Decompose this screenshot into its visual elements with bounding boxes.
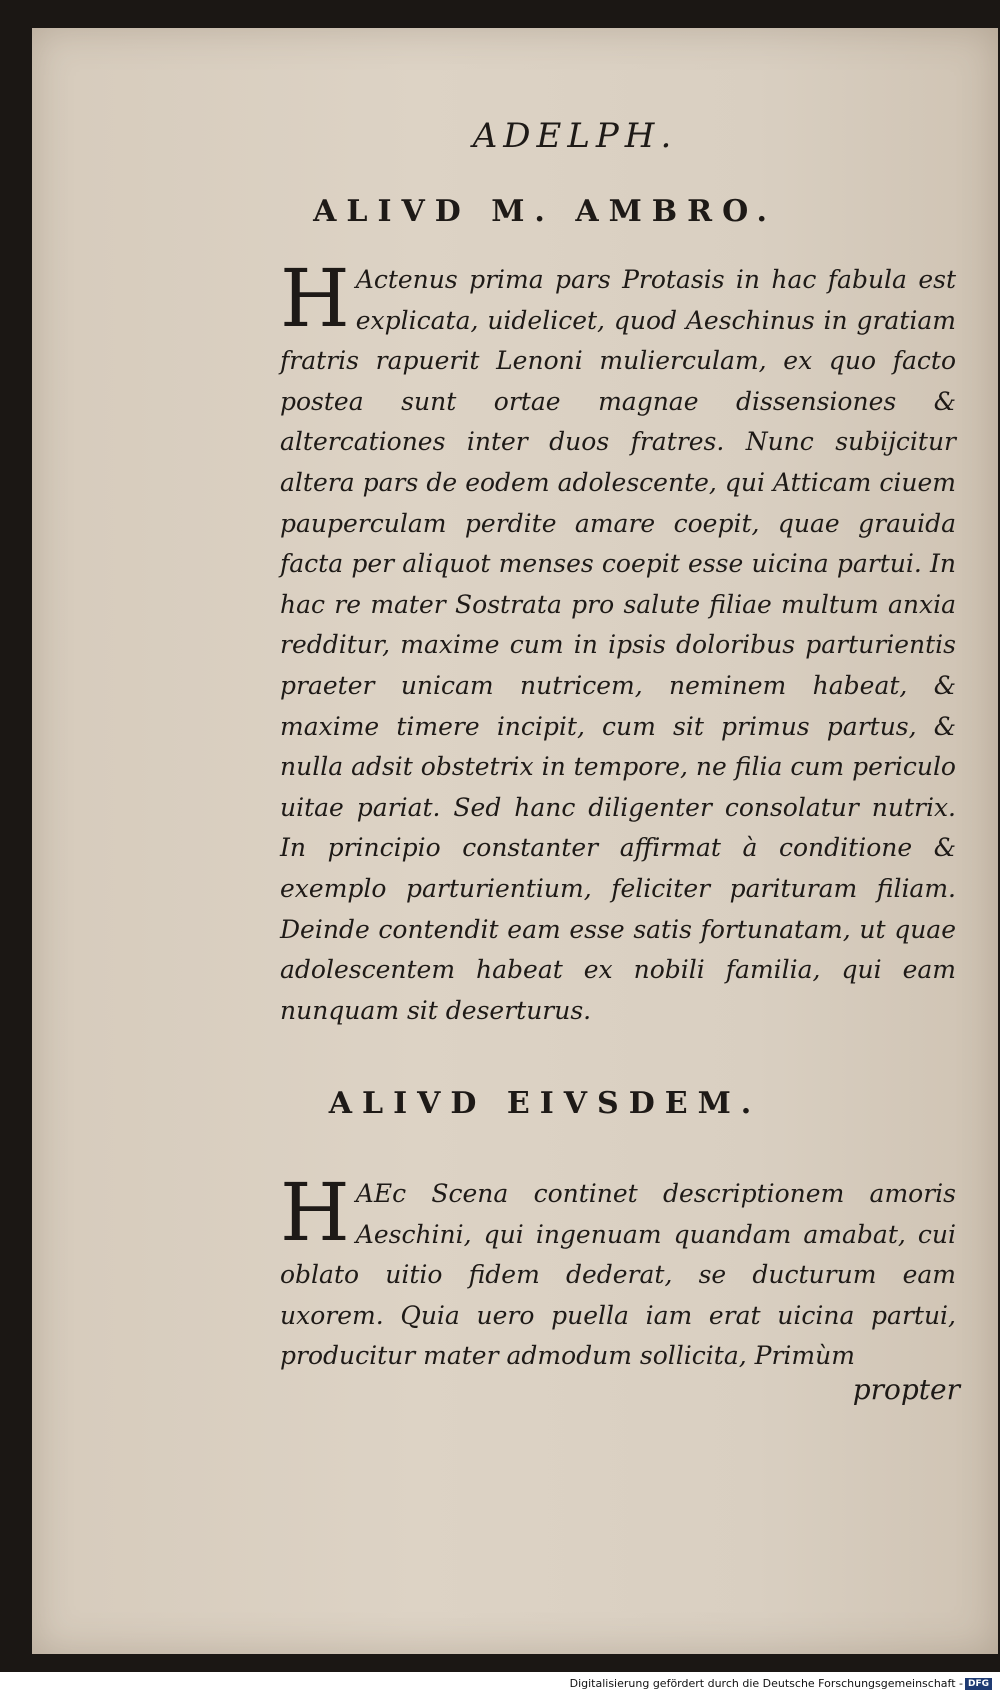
- drop-cap-1: H: [280, 252, 350, 345]
- footer-text: Digitalisierung gefördert durch die Deutsche Forschungsgemeinschaft -: [569, 1677, 963, 1690]
- running-head: ADELPH.: [472, 116, 678, 156]
- section-heading-1: ALIVD M. AMBRO.: [313, 194, 777, 229]
- dfg-logo: DFG: [965, 1678, 992, 1690]
- section-text-2: AEc Scena continet descriptionem amoris Aeschini, qui ingenuam quandam amabat, cui oblato uitio fidem dederat, se ducturum eam uxorem. Quia uero puella iam erat uicina partui, producitur mater admodum sollicita, Primùm: [280, 1179, 956, 1371]
- book-page: [32, 28, 998, 1654]
- section-text-1: Actenus prima pars Protasis in hac fabula est explicata, uidelicet, quod Aeschinus in gratiam fratris rapuerit Lenoni mulierculam, ex quo facto postea sunt ortae magnae dissensiones & altercationes inter duos fratres. Nunc subijcitur altera pars de eodem adolescente, qui Atticam ciuem pauperculam perdite amare coepit, quae grauida facta per aliquot menses coepit esse uicina partui. In hac re mater Sostrata pro salute filiae multum anxia redditur, maxime cum in ipsis doloribus parturientis praeter unicam nutricem, neminem habeat, & maxime timere incipit, cum sit primus partus, & nulla adsit obstetrix in tempore, ne filia cum periculo uitae pariat. Sed hanc diligenter consolatur nutrix. In principio constanter affirmat à conditione & exemplo parturientium, feliciter parituram filiam. Deinde contendit eam esse satis fortunatam, ut quae adolescentem habeat ex nobili familia, qui eam nunquam sit deserturus.: [280, 265, 956, 1025]
- section-paragraph-1: [280, 252, 956, 1031]
- digitization-footer: [0, 1677, 1000, 1699]
- section-paragraph-2: [280, 1166, 956, 1377]
- drop-cap-2: H: [280, 1166, 350, 1259]
- catchword: propter: [852, 1373, 960, 1406]
- section-heading-2: ALIVD EIVSDEM.: [328, 1086, 762, 1121]
